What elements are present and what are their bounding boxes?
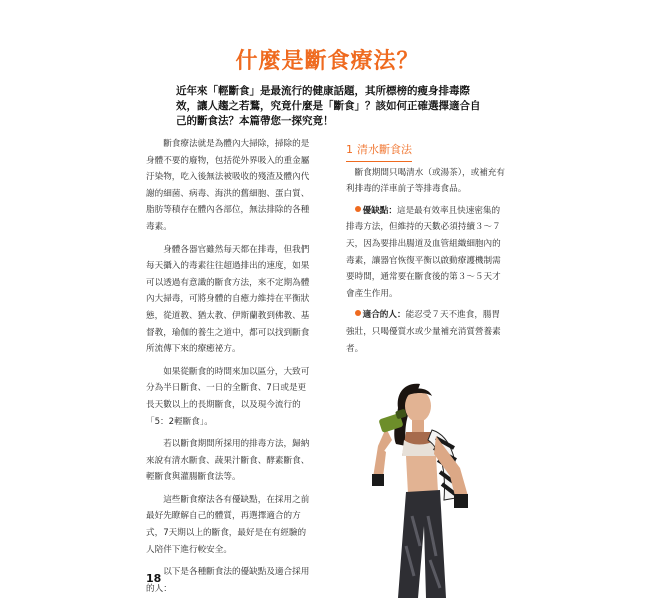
page-number: 18 (146, 572, 162, 585)
bullet-dot-icon (355, 206, 361, 212)
drawback-paragraph (346, 203, 508, 303)
left-paragraph-3: 如果從斷食的時間來加以區分，大致可分為半日斷食、一日的全斷食、7日或是更長天數以上的長期斷食，以及現今流行的「5：2輕斷食」。 (146, 366, 310, 427)
drawback-label: 優缺點： (362, 205, 397, 216)
section-intro: 斷食期間只喝清水（或湯茶），或補充有利排毒的洋車前子等排毒食品。 (346, 167, 505, 195)
left-paragraph-2: 身體各器官雖然每天都在排毒，但我們每天攝入的毒素往往超過排出的速度，如果可以透過有意識的斷食方法，來不定期為體內大掃毒，可將身體的自癒力維持在平衡狀態，從道教、猶太教、伊斯蘭教到佛教、基督教，瑜伽的養生之道中，都可以找到斷食所流傳下來的療癒祕方。 (146, 244, 310, 355)
left-paragraph-5: 這些斷食療法各有優缺點，在採用之前最好先瞭解自己的體質，再選擇適合的方式，7天期以上的斷食，最好是在有經驗的人陪伴下進行較安全。 (146, 494, 310, 555)
section-heading (346, 142, 508, 162)
woman-drinking-green-juice-illustration (356, 376, 486, 598)
bullet-dot-icon (355, 310, 361, 316)
section-number: 1 (346, 143, 353, 156)
drawback-text: 這是最有效率且快速密集的排毒方法，但維持的天數必須持續３～７天，因為要排出腸道及血管組織細胞內的毒素，讓器官恢復平衡以啟動療護機制需要時間，通常要在斷食後的第３～５天才會產生作用。 (346, 205, 501, 299)
suitable-text: 能忍受７天不進食，腸胃強壯，只喝優質水或少量補充消質營養素者。 (346, 310, 501, 354)
section-heading-text: 清水斷食法 (357, 143, 412, 156)
right-column (346, 142, 508, 362)
suitable-label: 適合的人： (362, 310, 406, 321)
left-paragraph-4: 若以斷食期間所採用的排毒方法，歸納來說有清水斷食、蔬果汁斷食、酵素斷食、輕斷食與灌腸斷食法等。 (146, 439, 310, 483)
left-paragraph-6: 以下是各種斷食法的優缺點及適合採用的人： (146, 567, 310, 594)
left-paragraph-1: 斷食療法就是為體內大掃除，掃除的是身體不要的廢物，包括從外界吸入的重金屬汙染物，吃入後無法被吸收的殘渣及體內代謝的細菌、病毒、海洪的舊細胞、蛋白質、脂肪等積存在體內各部位，無法排除的各種毒素。 (146, 139, 310, 232)
suitable-paragraph (346, 307, 508, 357)
page-title: 什麼是斷食療法？ (235, 49, 420, 74)
left-column (146, 136, 310, 603)
intro-paragraph: 近年來「輕斷食」是最流行的健康話題，其所標榜的瘦身排毒際效，讓人趨之若鶩，究竟什麼是「斷食」？該如何正確選擇適合自己的斷食法？本篇帶您一探究竟！ (176, 85, 481, 127)
section-heading-underline (346, 142, 412, 162)
